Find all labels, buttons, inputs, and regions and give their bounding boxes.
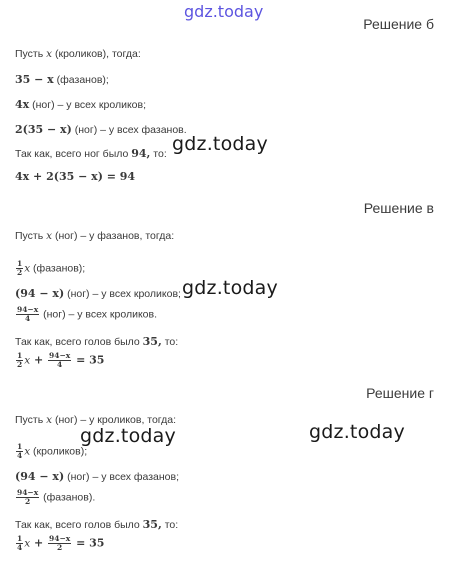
watermark: gdz.today: [172, 133, 268, 155]
v-line-3: (94 − x) (ног) – у всех кроликов;: [15, 287, 181, 300]
v-line-1: Пусть x (ног) – у фазанов, тогда:: [15, 230, 175, 242]
b-line-4: 2(35 − x) (ног) – у всех фазанов.: [15, 123, 187, 136]
v-line-2: $\frac{1}{2}$ x (фазанов);: [17, 259, 86, 277]
g-line-4: $\frac{94-x}{2}$ (фазанов).: [17, 488, 96, 506]
g-line-2: $\frac{1}{4}$ x (кроликов);: [17, 442, 88, 460]
v-line-5: Так как, всего голов было 35, то:: [15, 335, 179, 348]
watermark: gdz.today: [80, 425, 176, 447]
section-title-g: Решение г: [366, 385, 434, 401]
g-line-1: Пусть x (ног) – у кроликов, тогда:: [15, 414, 177, 426]
b-line-3: 4x (ног) – у всех кроликов;: [15, 98, 147, 111]
v-equation: $\frac{1}{2}$ x + $\frac{94-x}{4}$ = 35: [17, 351, 105, 369]
b-equation: 4x + 2(35 − x) = 94: [15, 170, 136, 183]
b-line-1: Пусть x (кроликов), тогда:: [15, 48, 141, 60]
b-line-2: 35 − x (фазанов);: [15, 73, 109, 86]
g-line-3: (94 − x) (ног) – у всех фазанов;: [15, 470, 180, 483]
g-line-5: Так как, всего голов было 35, то:: [15, 518, 179, 531]
watermark-top: gdz.today: [184, 2, 264, 21]
watermark: gdz.today: [309, 421, 405, 443]
section-title-b: Решение б: [363, 16, 434, 32]
watermark: gdz.today: [182, 277, 278, 299]
v-line-4: $\frac{94-x}{4}$ (ног) – у всех кроликов.: [17, 305, 157, 323]
g-equation: $\frac{1}{4}$ x + $\frac{94-x}{2}$ = 35: [17, 534, 105, 552]
b-line-5: Так как, всего ног было 94, то:: [15, 147, 167, 160]
section-title-v: Решение в: [363, 200, 434, 216]
